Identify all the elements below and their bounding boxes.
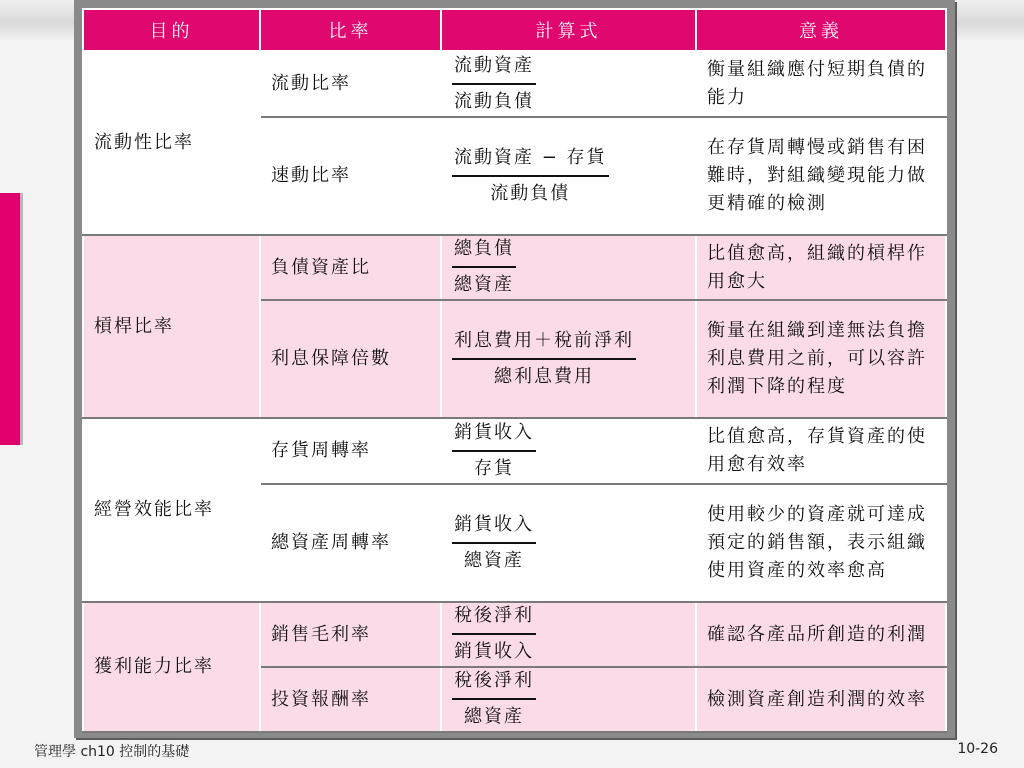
ratio-name-cell: 速動比率 xyxy=(260,117,441,235)
slide-content xyxy=(82,8,945,730)
formula-fraction xyxy=(452,603,536,665)
formula-fraction xyxy=(452,512,536,574)
formula-numerator: 稅後淨利 xyxy=(452,668,536,700)
ratio-name-cell: 負債資產比 xyxy=(260,235,441,300)
formula-cell xyxy=(441,484,696,602)
formula-cell xyxy=(441,235,696,300)
formula-denominator: 總資產 xyxy=(464,549,524,571)
table-row xyxy=(83,418,946,484)
formula-numerator: 銷貨收入 xyxy=(452,420,536,452)
meaning-cell: 在存貨周轉慢或銷售有困難時，對組織變現能力做更精確的檢測 xyxy=(696,117,946,235)
footer-course-label: 管理學 ch10 控制的基礎 xyxy=(34,744,190,760)
formula-denominator: 流動負債 xyxy=(454,90,534,112)
formula-denominator: 銷貨收入 xyxy=(454,641,534,662)
header-formula: 計算式 xyxy=(441,9,696,51)
slide-panel xyxy=(74,0,955,738)
meaning-cell: 衡量組織應付短期負債的能力 xyxy=(696,51,946,117)
formula-numerator: 流動資產 − 存貨 xyxy=(452,145,609,177)
formula-denominator: 總資產 xyxy=(464,706,524,727)
purpose-cell: 獲利能力比率 xyxy=(83,602,260,732)
ratio-name-cell: 總資產周轉率 xyxy=(260,484,441,602)
purpose-cell: 流動性比率 xyxy=(83,51,260,235)
formula-denominator: 流動負債 xyxy=(490,182,571,204)
formula-denominator: 總利息費用 xyxy=(494,365,594,387)
formula-cell xyxy=(441,418,696,484)
financial-ratios-table xyxy=(82,8,947,733)
table-row xyxy=(83,235,946,300)
header-purpose: 目的 xyxy=(83,9,260,51)
formula-numerator: 利息費用＋稅前淨利 xyxy=(452,328,636,360)
formula-denominator: 存貨 xyxy=(474,457,514,479)
formula-cell xyxy=(441,51,696,117)
header-row xyxy=(83,9,946,51)
side-accent-bar xyxy=(0,193,20,445)
header-ratio: 比率 xyxy=(260,9,441,51)
meaning-cell: 比值愈高，組織的槓桿作用愈大 xyxy=(696,235,946,300)
ratio-name-cell: 投資報酬率 xyxy=(260,667,441,732)
footer-page-number: 10-26 xyxy=(957,741,998,757)
meaning-cell: 比值愈高，存貨資產的使用愈有效率 xyxy=(696,418,946,484)
table-row xyxy=(83,51,946,117)
formula-denominator: 總資產 xyxy=(454,274,514,295)
meaning-cell: 衡量在組織到達無法負擔利息費用之前，可以容許利潤下降的程度 xyxy=(696,300,946,418)
ratio-name-cell: 利息保障倍數 xyxy=(260,300,441,418)
formula-fraction xyxy=(452,328,636,390)
meaning-cell: 確認各產品所創造的利潤 xyxy=(696,602,946,667)
ratio-name-cell: 流動比率 xyxy=(260,51,441,117)
table-row xyxy=(83,602,946,667)
purpose-cell: 槓桿比率 xyxy=(83,235,260,418)
purpose-cell: 經營效能比率 xyxy=(83,418,260,602)
formula-fraction xyxy=(452,236,516,298)
formula-cell xyxy=(441,300,696,418)
ratio-name-cell: 銷售毛利率 xyxy=(260,602,441,667)
formula-fraction xyxy=(452,420,536,482)
header-meaning: 意義 xyxy=(696,9,946,51)
formula-fraction xyxy=(452,668,536,730)
formula-fraction xyxy=(452,145,609,207)
formula-numerator: 銷貨收入 xyxy=(452,512,536,544)
formula-numerator: 流動資產 xyxy=(452,53,536,85)
side-accent-shadow xyxy=(20,193,23,445)
meaning-cell: 使用較少的資產就可達成預定的銷售額，表示組織使用資產的效率愈高 xyxy=(696,484,946,602)
formula-numerator: 總負債 xyxy=(452,236,516,268)
ratio-name-cell: 存貨周轉率 xyxy=(260,418,441,484)
formula-fraction xyxy=(452,53,536,115)
formula-numerator: 稅後淨利 xyxy=(452,603,536,635)
formula-cell xyxy=(441,667,696,732)
formula-cell xyxy=(441,117,696,235)
meaning-cell: 檢測資產創造利潤的效率 xyxy=(696,667,946,732)
formula-cell xyxy=(441,602,696,667)
